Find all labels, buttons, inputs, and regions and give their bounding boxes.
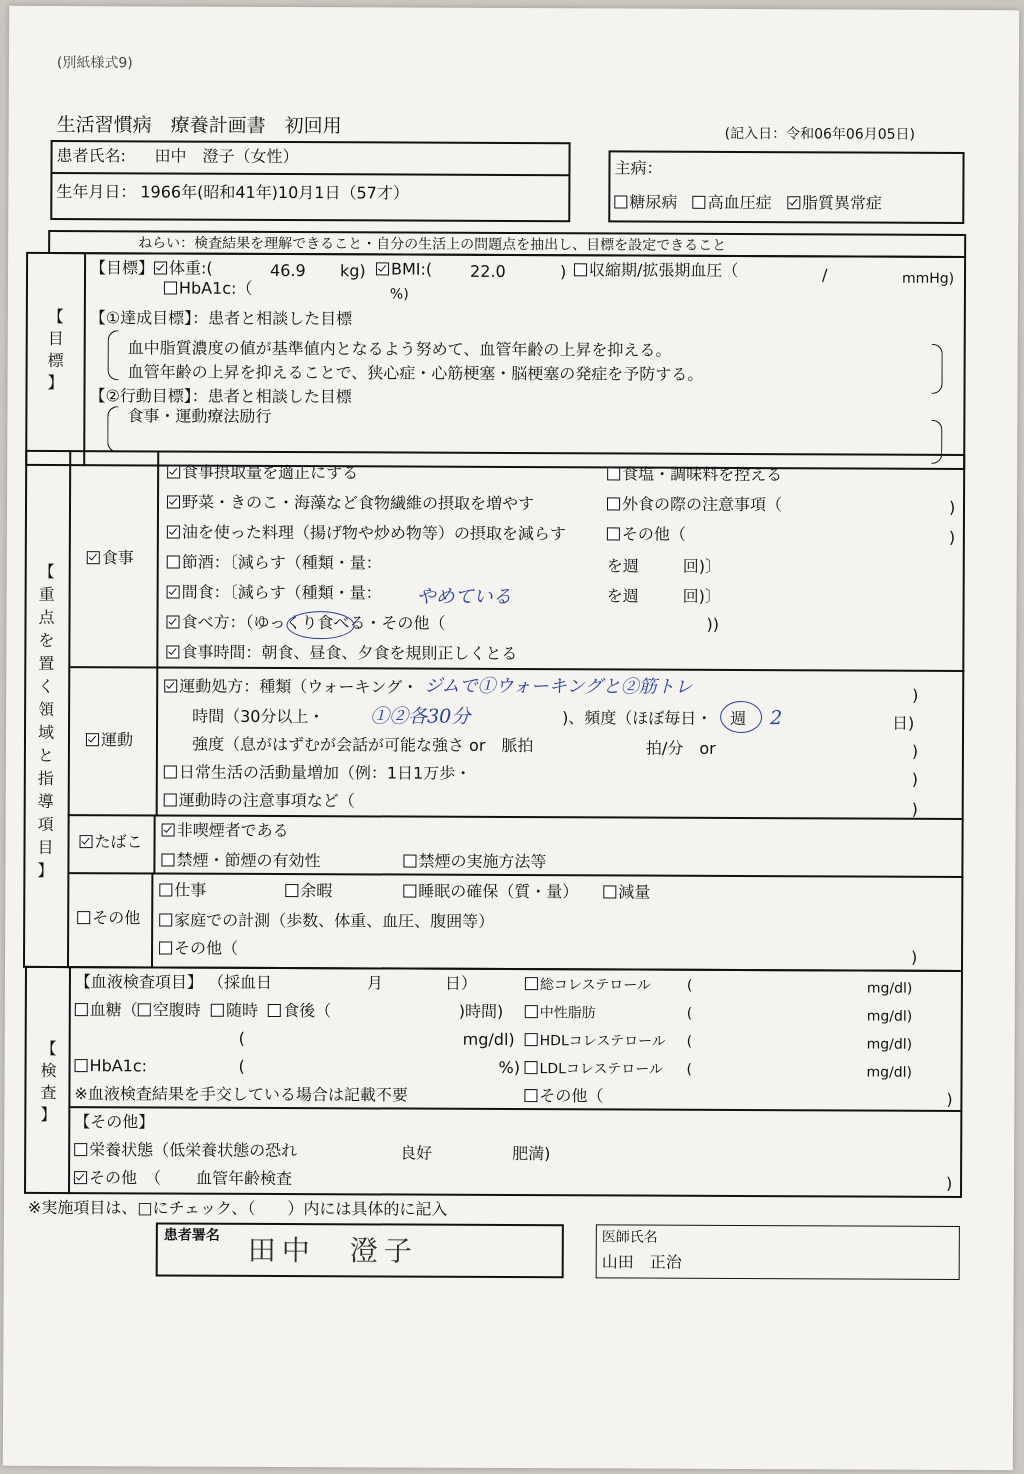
checkbox[interactable] [607,467,620,480]
exam-section-label: 【 検 査 】 [40,1038,57,1125]
exam-other-value: 血管年齢検査 [196,1168,293,1189]
exercise-bpm: 拍/分 or [645,738,716,758]
entry-date: (記入日：令和06年06月05日) [724,125,916,143]
disease-label: 主病： [614,158,663,178]
bmi-label: BMI:( [376,259,432,279]
hba1c-pct: %) [498,1057,521,1078]
tobacco-item-2: 禁煙・節煙の有効性 [161,850,320,871]
patient-name: 田中 澄子（女性） [154,146,299,167]
blood-note: ※血液検査結果を手交している場合は記載不要 [74,1084,408,1105]
diet-right-2-close: ) [948,497,956,517]
checkbox[interactable] [607,527,620,540]
diet-per-week-2: を週 [606,586,639,606]
diet-right-3: その他（ [607,524,686,544]
hba1c-open: ( [238,1056,245,1076]
tobacco-item-1: 非喫煙者である [162,820,289,841]
exercise-day: 日) [892,713,915,733]
goals-section-label: 【 目 標 】 [47,306,64,393]
checkbox-checked[interactable] [80,835,93,848]
checkbox[interactable] [77,911,90,924]
nutrition-obese: 肥満) [512,1144,551,1164]
exercise-close-2: ) [911,741,919,761]
diet-item-2: 野菜・きのこ・海藻など食物繊維の摂取を増やす [167,492,534,514]
checkbox[interactable] [211,1004,224,1017]
lipid-other-close: ) [946,1089,953,1109]
bp-unit: mmHg) [901,270,955,287]
patient-signature: 田中 澄子 [247,1233,418,1268]
diet-right-1: 食塩・調味料を控える [607,464,782,485]
other-home-measure: 家庭での計測（歩数、体重、血圧、腹囲等） [159,910,494,931]
form-code: (別紙様式9) [56,55,133,72]
lipid-other: その他（ [524,1086,603,1106]
checkbox[interactable] [525,1005,538,1018]
checkbox-checked[interactable] [167,495,180,508]
exercise-intensity: 強度（息がはずむが会話が可能な強さ or 脈拍 [191,734,534,756]
tobacco-item-3: 禁煙の実施方法等 [403,852,546,873]
checkbox-checked[interactable] [154,261,167,274]
bmi-value: 22.0 [469,261,506,281]
lipid-unit-4: mg/dl) [866,1064,913,1081]
exam-other-label: 【その他】 [74,1112,155,1132]
glucose-open: ( [238,1028,245,1048]
checkbox[interactable] [525,977,538,990]
checkbox[interactable] [403,855,416,868]
checkbox[interactable] [403,885,416,898]
other-misc: その他（ [159,938,238,958]
lipid-hdl: HDLコレステロール [525,1032,666,1051]
exercise-daily-activity: 日常生活の活動量増加（例：1日1万歩・ [164,762,471,783]
action-label: 【②行動目標】：患者と相談した目標 [89,386,352,407]
diet-item-4: 節酒：〔減らす（種類・量： [167,552,382,573]
checkbox-checked[interactable] [376,262,389,275]
nutrition-good: 良好 [400,1143,433,1163]
handwritten-exercise-type: ジムで①ウォーキングと②筋トレ [424,675,693,698]
aim-text: ねらい：検査結果を理解できること・自分の生活上の問題点を抽出し、目標を設定できること [138,235,727,254]
exercise-cautions: 運動時の注意事項など（ [164,790,355,811]
dob-value: 1966年(昭和41年)10月1日（57才） [140,182,409,203]
other-work: 仕事 [159,880,206,900]
exercise-week: 週 [730,708,747,729]
bp-label: 収縮期/拡張期血圧（ [574,260,738,281]
checkbox[interactable] [138,1003,151,1016]
exercise-time-label: 時間（30分以上・ [192,706,325,727]
form-sheet [3,6,1019,1470]
form-title: 生活習慣病 療養計画書 初回用 [56,114,342,138]
hba1c-unit: %) [389,286,409,303]
lipid-unit-3: mg/dl) [866,1036,913,1053]
checkbox-checked[interactable] [167,525,180,538]
focus-section-label: 【 重 点 を 置 く 領 域 と 指 導 項 目 】 [37,561,55,881]
weight-unit: kg) [339,261,366,281]
checkbox[interactable] [285,884,298,897]
checkbox-checked[interactable] [162,823,175,836]
diet-times-2: 回)〕 [682,586,721,606]
diet-right-2: 外食の際の注意事項（ [607,494,782,515]
lipid-ldl: LDLコレステロール [525,1060,663,1079]
lipid-unit-1: mg/dl) [866,980,913,997]
goal-targets: 【目標】 体重:( [90,258,213,278]
other-sleep: 睡眠の確保（質・量） [403,882,578,903]
doctor-name: 山田 正治 [601,1252,682,1272]
glucose-unit: mg/dl) [462,1029,515,1050]
diet-times-1: 回)〕 [682,556,722,576]
disease-hypertension[interactable]: 高血圧症 [693,193,772,212]
diet-item-7: 食事時間：朝食、昼食、夕食を規則正しくとる [166,642,517,664]
footnote: ※実施項目は、□にチェック、（ ）内には具体的に記入 [27,1197,448,1219]
tobacco-label: たばこ [79,832,142,852]
lipid-open-2: ( [686,1005,693,1022]
weight-value: 46.9 [269,260,306,281]
achieve-line-1: 血中脂質濃度の値が基準値内となるよう努めて、血管年齢の上昇を抑える。 [127,338,672,360]
bp-slash: / [821,265,828,285]
lipid-total-chol: 総コレステロール [525,976,651,995]
checkbox[interactable] [75,1059,88,1072]
checkbox[interactable] [159,941,172,954]
diet-right-3-close: ) [948,527,956,547]
checkbox[interactable] [74,1143,87,1156]
action-line-1: 食事・運動療法励行 [127,406,272,426]
checkbox[interactable] [159,883,172,896]
checkbox[interactable] [159,913,172,926]
handwritten-exercise-time: ①②各30分 [370,705,471,728]
checkbox[interactable] [524,1089,537,1102]
checkbox-checked[interactable] [787,196,800,209]
diet-item-1: 食事摂取量を適正にする [167,462,358,483]
checkbox-checked[interactable] [86,733,99,746]
checkbox[interactable] [603,885,616,898]
patient-signature-label: 患者署名 [163,1227,220,1244]
handwritten-snack: やめている [416,585,512,609]
lipid-open-1: ( [686,977,693,994]
checkbox[interactable] [525,1061,538,1074]
checkbox-checked[interactable] [87,551,100,564]
checkbox[interactable] [164,793,177,806]
disease-options [614,192,882,213]
handwritten-exercise-freq: 2 [770,707,783,730]
checkbox-checked[interactable] [74,1171,87,1184]
exercise-freq-label: )、頻度（ほぼ毎日・ [562,708,713,728]
checkbox[interactable] [167,555,180,568]
diet-item-3: 油を使った料理（揚げ物や炒め物等）の摂取を減らす [167,522,566,544]
blood-month: 月 [366,973,383,993]
checkbox-checked[interactable] [164,679,177,692]
disease-diabetes[interactable]: 糖尿病 [614,192,677,211]
other-weight-loss: 減量 [603,882,650,902]
doctor-label: 医師氏名 [601,1229,658,1246]
diet-eating-close: )) [706,614,720,634]
checkbox[interactable] [574,263,587,276]
patient-name-label: 患者氏名: [56,146,126,166]
diet-item-5: 間食：〔減らす（種類・量： [167,582,382,603]
checkbox[interactable] [614,195,627,208]
glucose-hours: )時間) [458,1001,504,1021]
diet-label: 食事 [87,548,134,568]
checkbox[interactable] [164,281,177,294]
lipid-unit-2: mg/dl) [866,1008,913,1025]
achieve-label: 【①達成目標】：患者と相談した目標 [89,308,353,329]
lipid-open-3: ( [686,1033,693,1050]
checkbox[interactable] [525,1033,538,1046]
checkbox[interactable] [607,497,620,510]
blood-day: 日） [444,973,477,993]
checkbox-checked[interactable] [167,585,180,598]
hba1c-exam: HbA1c: [75,1056,148,1076]
other-label: その他 [77,908,140,928]
other-close: ) [911,947,918,967]
exercise-label: 運動 [86,730,133,750]
diet-per-week-1: を週 [606,556,639,576]
dob-label: 生年月日： [56,182,137,202]
disease-dyslipidemia[interactable]: 脂質異常症 [787,193,882,212]
diet-item-6: 食べ方：（ゆっくり食べる・その他（ [166,612,445,633]
bmi-close: ) [559,262,567,282]
exercise-close-4: ) [911,799,918,819]
other-leisure: 余暇 [285,881,332,901]
checkbox[interactable] [161,853,174,866]
checkbox[interactable] [693,196,706,209]
checkbox[interactable] [164,765,177,778]
exercise-close-1: ) [912,685,919,705]
checkbox-checked[interactable] [166,645,179,658]
glucose-row: 血糖（ 空腹時 随時 食後（ [75,1000,331,1021]
lipid-triglyceride: 中性脂肪 [525,1004,596,1022]
patient-box [50,140,570,222]
checkbox[interactable] [75,1003,88,1016]
checkbox-checked[interactable] [167,465,180,478]
achieve-line-2: 血管年齢の上昇を抑えることで、狭心症・心筋梗塞・脳梗塞の発症を予防する。 [127,362,704,384]
exam-other-close: ) [946,1173,953,1193]
nutrition-row: 栄養状態（低栄養状態の恐れ [74,1140,297,1161]
exam-other-item: その他 （ [74,1168,161,1188]
checkbox-checked[interactable] [166,615,179,628]
exercise-prescription: 運動処方：種類（ウォーキング・ [164,676,418,697]
exercise-close-3: ) [911,769,919,789]
lipid-open-4: ( [686,1061,693,1078]
checkbox[interactable] [268,1004,281,1017]
blood-label: 【血液検査項目】 （採血日 [74,972,273,992]
hba1c-goal: HbA1c:（ [164,278,253,298]
